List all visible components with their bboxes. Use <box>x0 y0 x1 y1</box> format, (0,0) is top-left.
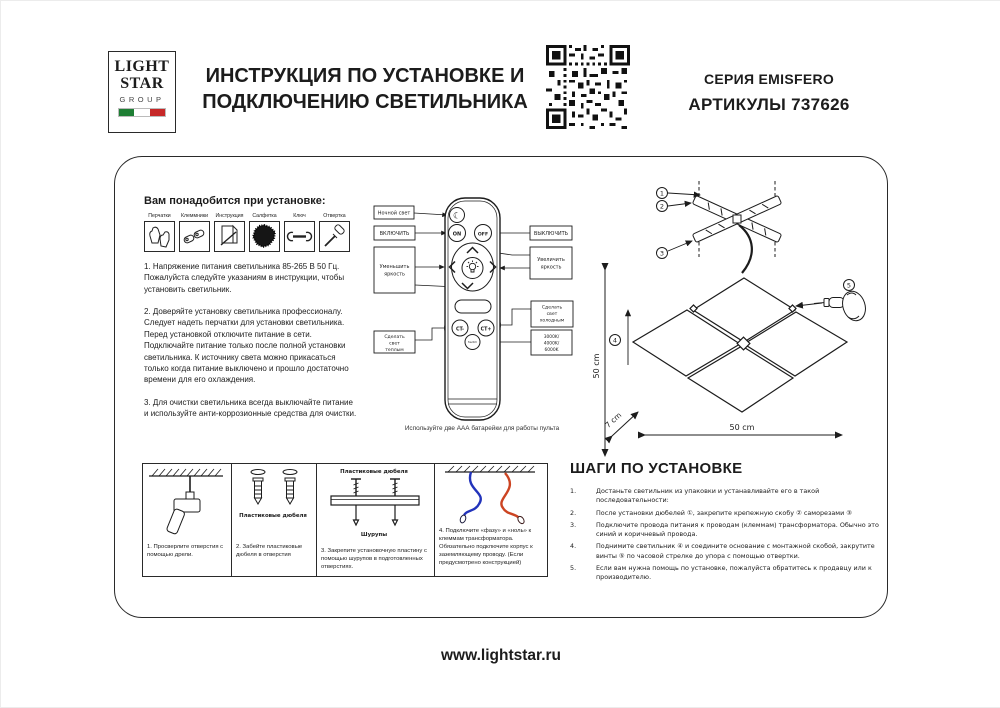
picture-step-1 <box>142 463 232 577</box>
step-text: Поднимите светильник ④ и соедините основание с монтажной скобой, закрутите винты ⑤ по часовой стрелке до упора с помощью отвертки. <box>596 542 875 560</box>
on-button-label: ON <box>452 231 462 238</box>
tool-label: Клеммники <box>181 213 208 219</box>
safety-warnings <box>144 261 358 430</box>
ct-plus-button <box>478 320 494 336</box>
installation-pictures <box>142 463 548 577</box>
ct-plus-label: CT+ <box>480 327 492 333</box>
wires-illustration <box>435 464 545 526</box>
screws-label: Шурупы <box>360 532 388 538</box>
brighten-callout-line2: яркость <box>540 264 562 271</box>
picture-caption: 1. Просверлите отверстия с помощью дрели. <box>147 544 224 558</box>
tool-napkin <box>248 213 281 252</box>
tool-screwdriver <box>318 213 351 252</box>
off-button-label: OFF <box>477 232 489 238</box>
tool-gloves <box>143 213 176 252</box>
step-text: Достаньте светильник из упаковки и устанавливайте его в такой последовательности: <box>596 487 820 505</box>
turn-on-callout: ВКЛЮЧИТЬ <box>379 231 410 237</box>
tools-row <box>143 213 353 252</box>
install-step <box>570 487 884 506</box>
dim-height-label: 50 cm <box>592 353 601 379</box>
night-light-callout: Ночной свет <box>377 210 411 217</box>
remote-control <box>445 198 500 420</box>
website-url: www.lightstar.ru <box>441 647 561 664</box>
dowels-illustration <box>232 464 314 542</box>
callout-5-group <box>796 280 869 324</box>
gloves-icon <box>145 222 174 251</box>
kelvin-line1: 3000K/ <box>543 335 560 340</box>
flag-green <box>119 109 134 116</box>
step-text: После установки дюбелей ①, закрепите крепежную скобу ② саморезами ③ <box>596 508 853 517</box>
cold-callout-line1: Сделать <box>541 305 563 311</box>
callout-4-group <box>610 310 629 365</box>
picture-step-2 <box>231 463 317 577</box>
page-title-line2: ПОДКЛЮЧЕНИЮ СВЕТИЛЬНИКА <box>202 91 528 113</box>
step-text: Подключите провода питания к проводам (клеммам) трансформатора. Обычно это синий и коричневый провода. <box>596 520 879 539</box>
plate-illustration <box>317 464 432 546</box>
ct-minus-button <box>452 320 468 336</box>
lightstar-logo <box>108 51 176 133</box>
install-steps-heading: ШАГИ ПО УСТАНОВКЕ <box>570 460 743 477</box>
picture-caption: 2. Забейте пластиковые дюбеля в отверстия <box>236 544 303 558</box>
picture-caption: 4. Подключите «фазу» и «ноль» к клеммам трансформатора. Обязательно подключите корпус к заземляющему проводу. (Если предусмотрено конструкцией) <box>439 528 533 566</box>
kelvin-line2: 4000K/ <box>543 341 560 347</box>
callout-4: 4 <box>612 336 618 345</box>
dim-callout-line1: Уменьшить <box>379 264 410 270</box>
tools-heading: Вам понадобится при установке: <box>144 195 326 207</box>
warm-callout-line1: Сделать <box>384 335 405 340</box>
article-number: АРТИКУЛЫ 737626 <box>688 95 850 114</box>
fixture-diagram <box>592 173 892 465</box>
warning-2: 2. Доверяйте установку светильника профессионалу. Следует надеть перчатки для установки светильника. Перед установкой отключите питание в сети. Подключайте питание только после полной установки светильника. К источнику света можно прикасаться только когда питание выключено и прошло достаточно времени для его охлаждения. <box>144 307 349 385</box>
terminals-icon <box>180 222 209 251</box>
logo-text-group: GROUP <box>119 94 165 104</box>
off-button <box>475 225 492 242</box>
callout-3: 3 <box>659 249 665 258</box>
switch-button <box>465 335 480 350</box>
screwdriver-hand-icon <box>814 288 869 323</box>
tool-manual <box>213 213 246 252</box>
battery-note: Используйте две ААА батарейки для работы пульта <box>404 425 560 432</box>
tool-label: Отвертка <box>323 213 346 219</box>
wrench-icon <box>285 222 314 251</box>
drill-illustration <box>143 464 229 542</box>
manual-icon <box>215 222 244 251</box>
picture-caption: 3. Закрепите установочную пластину с помощью шурупов в подготовленных отверстиях. <box>321 548 427 570</box>
on-button <box>449 225 466 242</box>
switch-label: Switch <box>467 340 478 345</box>
picture-step-4 <box>434 463 548 577</box>
step-number: 1. <box>570 487 577 495</box>
power-cable <box>739 225 752 273</box>
install-step <box>570 509 884 518</box>
neutral-wire-blue <box>464 472 481 516</box>
napkin-icon <box>250 222 279 251</box>
tool-label: Салфетка <box>252 213 277 219</box>
ct-minus-label: CT- <box>455 327 465 333</box>
italian-flag-stripe <box>118 108 166 117</box>
series-name: СЕРИЯ EMISFERO <box>703 71 835 87</box>
fixture-panels <box>633 278 847 412</box>
screwdriver-icon <box>320 222 349 251</box>
night-light-button <box>450 208 465 223</box>
warning-3: 3. Для очистки светильника всегда выключайте питание и используйте анти-коррозионные средства для очистки. <box>144 397 357 418</box>
page-title-line1: ИНСТРУКЦИЯ ПО УСТАНОВКЕ И <box>205 65 525 87</box>
kelvin-line3: 6000K <box>544 348 559 353</box>
callout-5: 5 <box>846 281 852 290</box>
page-title <box>189 63 541 115</box>
step-text: Если вам нужна помощь по установке, пожалуйста обратитесь к продавцу или к производителю. <box>596 563 872 582</box>
callout-numbers <box>657 188 668 259</box>
product-info <box>649 71 889 115</box>
callout-2: 2 <box>659 202 665 211</box>
picture-step-3 <box>316 463 435 577</box>
logo-text-light: LIGHT <box>114 58 170 75</box>
remote-diagram <box>362 195 602 445</box>
cold-callout-line2: свет <box>546 312 558 317</box>
tool-label: Инструкция <box>215 213 244 219</box>
cold-callout-line3: холодным <box>539 318 565 324</box>
tool-label: Перчатки <box>148 213 171 219</box>
install-step <box>570 564 884 583</box>
tool-wrench <box>283 213 316 252</box>
install-step <box>570 542 884 561</box>
flag-white <box>134 109 149 116</box>
turn-off-callout: ВЫКЛЮЧИТЬ <box>533 231 569 237</box>
dim-width-label: 50 cm <box>729 423 755 432</box>
logo-text-star: STAR <box>120 74 164 92</box>
warm-callout-line2: свет <box>389 341 400 347</box>
warning-1: 1. Напряжение питания светильника 85-265 В 50 Гц. Пожалуйста следуйте указаниям в инструкции, чтобы установить светильник. <box>144 262 345 294</box>
step-number: 5. <box>570 563 577 572</box>
install-step <box>570 521 884 540</box>
phase-wire-red <box>501 473 519 518</box>
callout-1: 1 <box>659 189 665 198</box>
step-number: 4. <box>570 542 577 551</box>
tool-label: Ключ <box>293 213 306 219</box>
dim-depth-label: 7 cm <box>603 410 624 430</box>
dim-callout-line2: яркость <box>384 271 405 278</box>
oval-button <box>455 300 491 313</box>
warm-callout-line3: теплым <box>385 348 404 353</box>
step-number: 3. <box>570 520 577 529</box>
plate-dowels-label: Пластиковые дюбеля <box>340 469 408 475</box>
step-number: 2. <box>570 508 577 517</box>
remote-callout-boxes-left <box>374 206 415 353</box>
dowels-label: Пластиковые дюбеля <box>239 513 307 519</box>
wire-terminal <box>459 514 467 523</box>
moon-icon: ☾ <box>452 211 462 222</box>
main-panel <box>114 156 888 618</box>
mounting-bracket <box>692 181 781 273</box>
tool-terminals <box>178 213 211 252</box>
flag-red <box>150 109 165 116</box>
brighten-callout-line1: Увеличить <box>537 257 565 263</box>
install-steps-section <box>570 460 884 586</box>
qr-code-icon <box>546 45 630 129</box>
